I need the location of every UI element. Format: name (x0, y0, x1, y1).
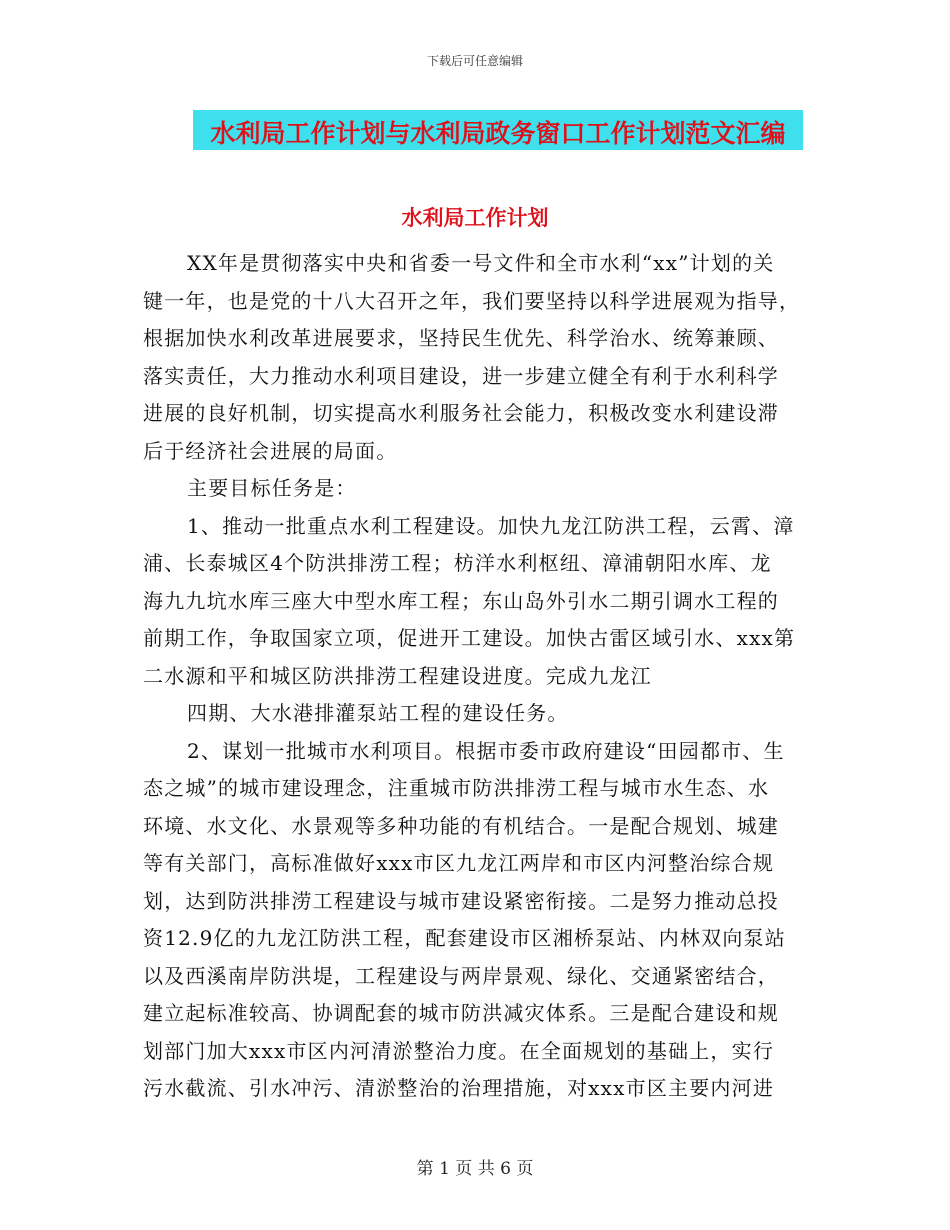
body-text (143, 245, 808, 1108)
document-title: 水利局工作计划与水利局政务窗口工作计划范文汇编 (210, 119, 786, 148)
page-footer: 第 1 页 共 6 页 (416, 1159, 534, 1179)
text-line: 海九九坑水库三座大中型水库工程；东山岛外引水二期引调水工程的 (143, 588, 779, 613)
section-title: 水利局工作计划 (401, 206, 549, 230)
text-line: 等有关部门，高标准做好xxx市区九龙江两岸和市区内河整治综合规 (143, 851, 775, 875)
text-line: 建立起标准较高、协调配套的城市防洪减灾体系。三是配合建设和规 (143, 1001, 779, 1025)
text-line: 资12.9亿的九龙江防洪工程，配套建设市区湘桥泵站、内林双向泵站 (143, 926, 786, 950)
text-line: 污水截流、引水冲污、清淤整治的治理措施，对xxx市区主要内河进 (143, 1076, 775, 1100)
text-line: 划部门加大xxx市区内河清淤整治力度。在全面规划的基础上，实行 (143, 1038, 775, 1063)
text-line: 环境、水文化、水景观等多种功能的有机结合。一是配合规划、城建 (143, 813, 779, 838)
text-line: 后于经济社会进展的局面。 (143, 438, 398, 463)
text-line: 落实责任，大力推动水利项目建设，进一步建立健全有利于水利科学 (143, 363, 779, 388)
text-line: 键一年，也是党的十八大召开之年，我们要坚持以科学进展观为指导， (143, 288, 801, 313)
text-line: 1、推动一批重点水利工程建设。加快九龙江防洪工程，云霄、漳 (187, 513, 795, 538)
text-line: 进展的良好机制，切实提高水利服务社会能力，积极改变水利建设滞 (143, 401, 779, 425)
text-line: 态之城”的城市建设理念，注重城市防洪排涝工程与城市水生态、水 (143, 776, 770, 800)
text-line: 2、谋划一批城市水利项目。根据市委市政府建设“田园都市、生 (187, 738, 785, 763)
text-line: 二水源和平和城区防洪排涝工程建设进度。完成九龙江 (143, 663, 652, 688)
text-line: 浦、长泰城区4个防洪排涝工程；枋洋水利枢纽、漳浦朝阳水库、龙 (143, 551, 772, 575)
text-line: 主要目标任务是： (187, 476, 357, 500)
text-line: 划，达到防洪排涝工程建设与城市建设紧密衔接。二是努力推动总投 (143, 888, 779, 913)
text-line: 以及西溪南岸防洪堤，工程建设与两岸景观、绿化、交通紧密结合， (143, 963, 779, 988)
page-header-note: 下载后可任意编辑 (426, 54, 523, 68)
text-line: 四期、大水港排灌泵站工程的建设任务。 (187, 701, 569, 725)
text-line: 根据加快水利改革进展要求，坚持民生优先、科学治水、统筹兼顾、 (143, 326, 779, 350)
text-line: 前期工作，争取国家立项，促进开工建设。加快古雷区域引水、xxx第 (143, 626, 796, 650)
text-line: XX年是贯彻落实中央和省委一号文件和全市水利“xx”计划的关 (187, 251, 775, 275)
